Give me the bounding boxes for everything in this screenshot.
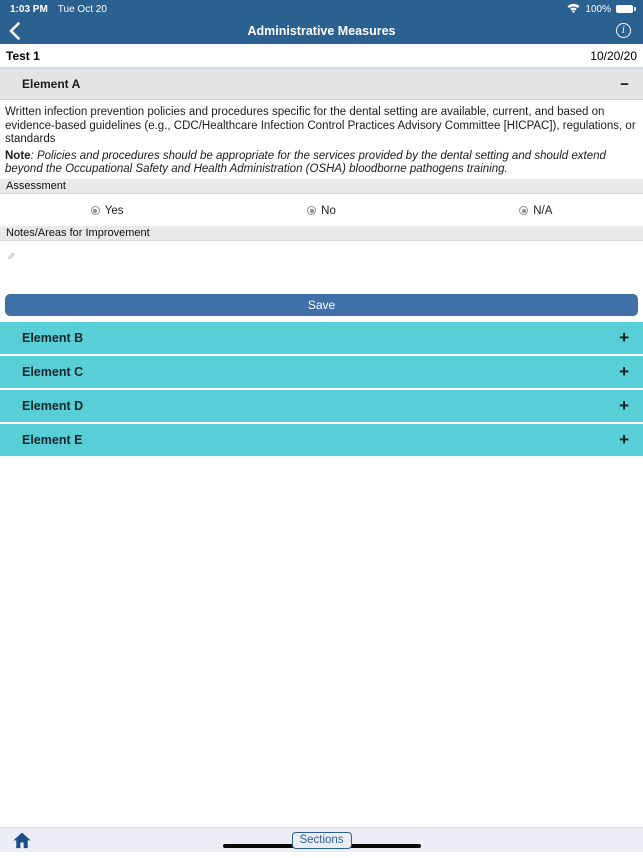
element-b-label: Element B <box>22 330 84 345</box>
element-c-label: Element C <box>22 364 84 379</box>
element-a-description: Written infection prevention policies and procedures specific for the dental setting are available, current, and based on evidence-based guidelines (e.g., CDC/Healthcare Infection Control Practices Advisory Committee [HICPAC]), regulations, or standards <box>5 106 636 145</box>
element-a-content <box>0 100 643 316</box>
page-title: Administrative Measures <box>247 24 396 38</box>
status-bar <box>0 0 643 18</box>
note-text: : Policies and procedures should be appropriate for the services provided by the dental setting and should extend beyond the Occupational Safety and Health Administration (OSHA) bloodborne pathogens training. <box>5 149 606 175</box>
bottom-toolbar <box>0 827 643 852</box>
collapsed-elements-list <box>0 322 643 458</box>
radio-label-no: No <box>321 204 336 217</box>
expand-plus-icon[interactable]: + <box>619 396 629 415</box>
save-button[interactable]: Save <box>5 294 638 316</box>
status-date: Tue Oct 20 <box>57 3 107 15</box>
expand-plus-icon[interactable]: + <box>619 430 629 449</box>
battery-icon <box>616 5 633 13</box>
radio-icon[interactable] <box>91 206 100 215</box>
expand-plus-icon[interactable]: + <box>619 328 629 347</box>
notes-label: Notes/Areas for Improvement <box>0 226 643 241</box>
sections-button[interactable]: Sections <box>291 832 351 849</box>
radio-label-yes: Yes <box>104 204 124 217</box>
element-d-label: Element D <box>22 398 84 413</box>
radio-icon[interactable] <box>519 206 528 215</box>
status-right <box>567 3 633 16</box>
expand-plus-icon[interactable]: + <box>619 362 629 381</box>
nav-bar <box>0 18 643 44</box>
wifi-icon <box>567 3 580 16</box>
radio-option-no[interactable] <box>214 204 428 218</box>
assessment-options <box>0 204 643 218</box>
element-e-label: Element E <box>22 432 83 447</box>
status-left <box>10 4 107 15</box>
radio-label-na: N/A <box>533 204 553 217</box>
bottom-safe-area <box>0 852 643 858</box>
note-label: Note <box>5 149 31 162</box>
content-spacer <box>0 458 643 828</box>
back-chevron-icon[interactable] <box>9 22 23 40</box>
info-icon[interactable]: i <box>616 23 631 38</box>
collapse-minus-icon[interactable]: − <box>620 75 629 93</box>
radio-icon[interactable] <box>307 206 316 215</box>
test-header-row <box>0 44 643 69</box>
notes-textarea[interactable] <box>0 241 643 289</box>
element-d-header[interactable] <box>0 390 643 422</box>
element-a-note <box>5 150 638 177</box>
home-icon[interactable] <box>12 831 32 849</box>
element-e-header[interactable] <box>0 424 643 456</box>
radio-option-yes[interactable] <box>0 204 214 218</box>
test-date: 10/20/20 <box>590 48 637 63</box>
battery-percent: 100% <box>585 3 611 15</box>
element-a-label: Element A <box>22 77 81 91</box>
element-c-header[interactable] <box>0 356 643 388</box>
element-b-header[interactable] <box>0 322 643 354</box>
element-a-header[interactable] <box>0 69 643 100</box>
radio-option-na[interactable] <box>429 204 643 218</box>
assessment-label: Assessment <box>0 179 643 194</box>
test-name: Test 1 <box>6 48 40 63</box>
pencil-icon: ✎ <box>7 251 16 263</box>
status-time: 1:03 PM <box>10 3 48 15</box>
